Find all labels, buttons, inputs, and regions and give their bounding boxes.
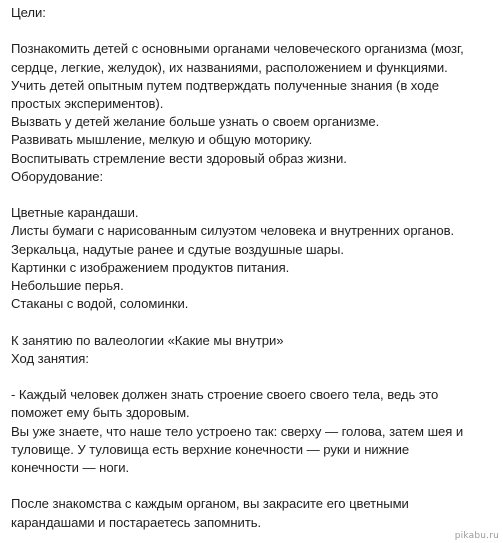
paragraph-line: После знакомства с каждым органом, вы закрасите его цветными (11, 496, 409, 512)
paragraph-coloring (11, 495, 501, 531)
equipment-line: Небольшие перья. (11, 278, 124, 294)
paragraph-line: карандашами и постараетесь запомнить. (11, 514, 262, 530)
equipment-line: Стаканы с водой, соломинки. (11, 296, 189, 312)
paragraph-intro (11, 386, 501, 477)
equipment-heading: Оборудование: (11, 168, 104, 184)
blank-line (11, 477, 501, 495)
paragraph-line: конечности — ноги. (11, 460, 130, 476)
document-body (11, 4, 501, 532)
goals-line: Воспитывать стремление вести здоровый образ жизни. (11, 150, 347, 166)
site-watermark: pikabu.ru (454, 531, 499, 541)
goals-line: простых экспериментов). (11, 96, 164, 111)
paragraph-line: поможет ему быть здоровым. (11, 405, 190, 421)
lesson-progress-heading: Ход занятия: (11, 350, 89, 366)
paragraph-line: туловище. У туловища есть верхние конечности — руки и нижние (11, 441, 410, 457)
paragraph-line: - Каждый человек должен знать строение своего своего тела, ведь это (11, 387, 439, 403)
blank-line (11, 368, 501, 386)
goals-line: сердце, легкие, желудок), их названиями, расположением и функциями. (11, 59, 448, 75)
goals-line: Вызвать у детей желание больше узнать о своем организме. (11, 114, 380, 130)
goals-list (11, 40, 501, 167)
equipment-line: Картинки с изображением продуктов питания. (11, 259, 290, 275)
goals-line: Учить детей опытным путем подтверждать полученные знания (в ходе (11, 77, 439, 93)
blank-line (11, 22, 501, 40)
lesson-title: К занятию по валеологии «Какие мы внутри» (11, 332, 284, 348)
paragraph-line: Вы уже знаете, что наше тело устроено так: сверху — голова, затем шея и (11, 423, 464, 439)
goals-heading: Цели: (11, 5, 46, 20)
equipment-line: Зеркальца, надутые ранее и сдутые воздушные шары. (11, 241, 344, 257)
blank-line (11, 186, 501, 204)
goals-line: Развивать мышление, мелкую и общую моторику. (11, 132, 313, 148)
blank-line (11, 313, 501, 331)
equipment-line: Листы бумаги с нарисованным силуэтом человека и внутренних органов. (11, 223, 455, 239)
goals-line: Познакомить детей с основными органами человеческого организма (мозг, (11, 41, 464, 57)
equipment-list (11, 204, 501, 313)
equipment-line: Цветные карандаши. (11, 205, 139, 221)
